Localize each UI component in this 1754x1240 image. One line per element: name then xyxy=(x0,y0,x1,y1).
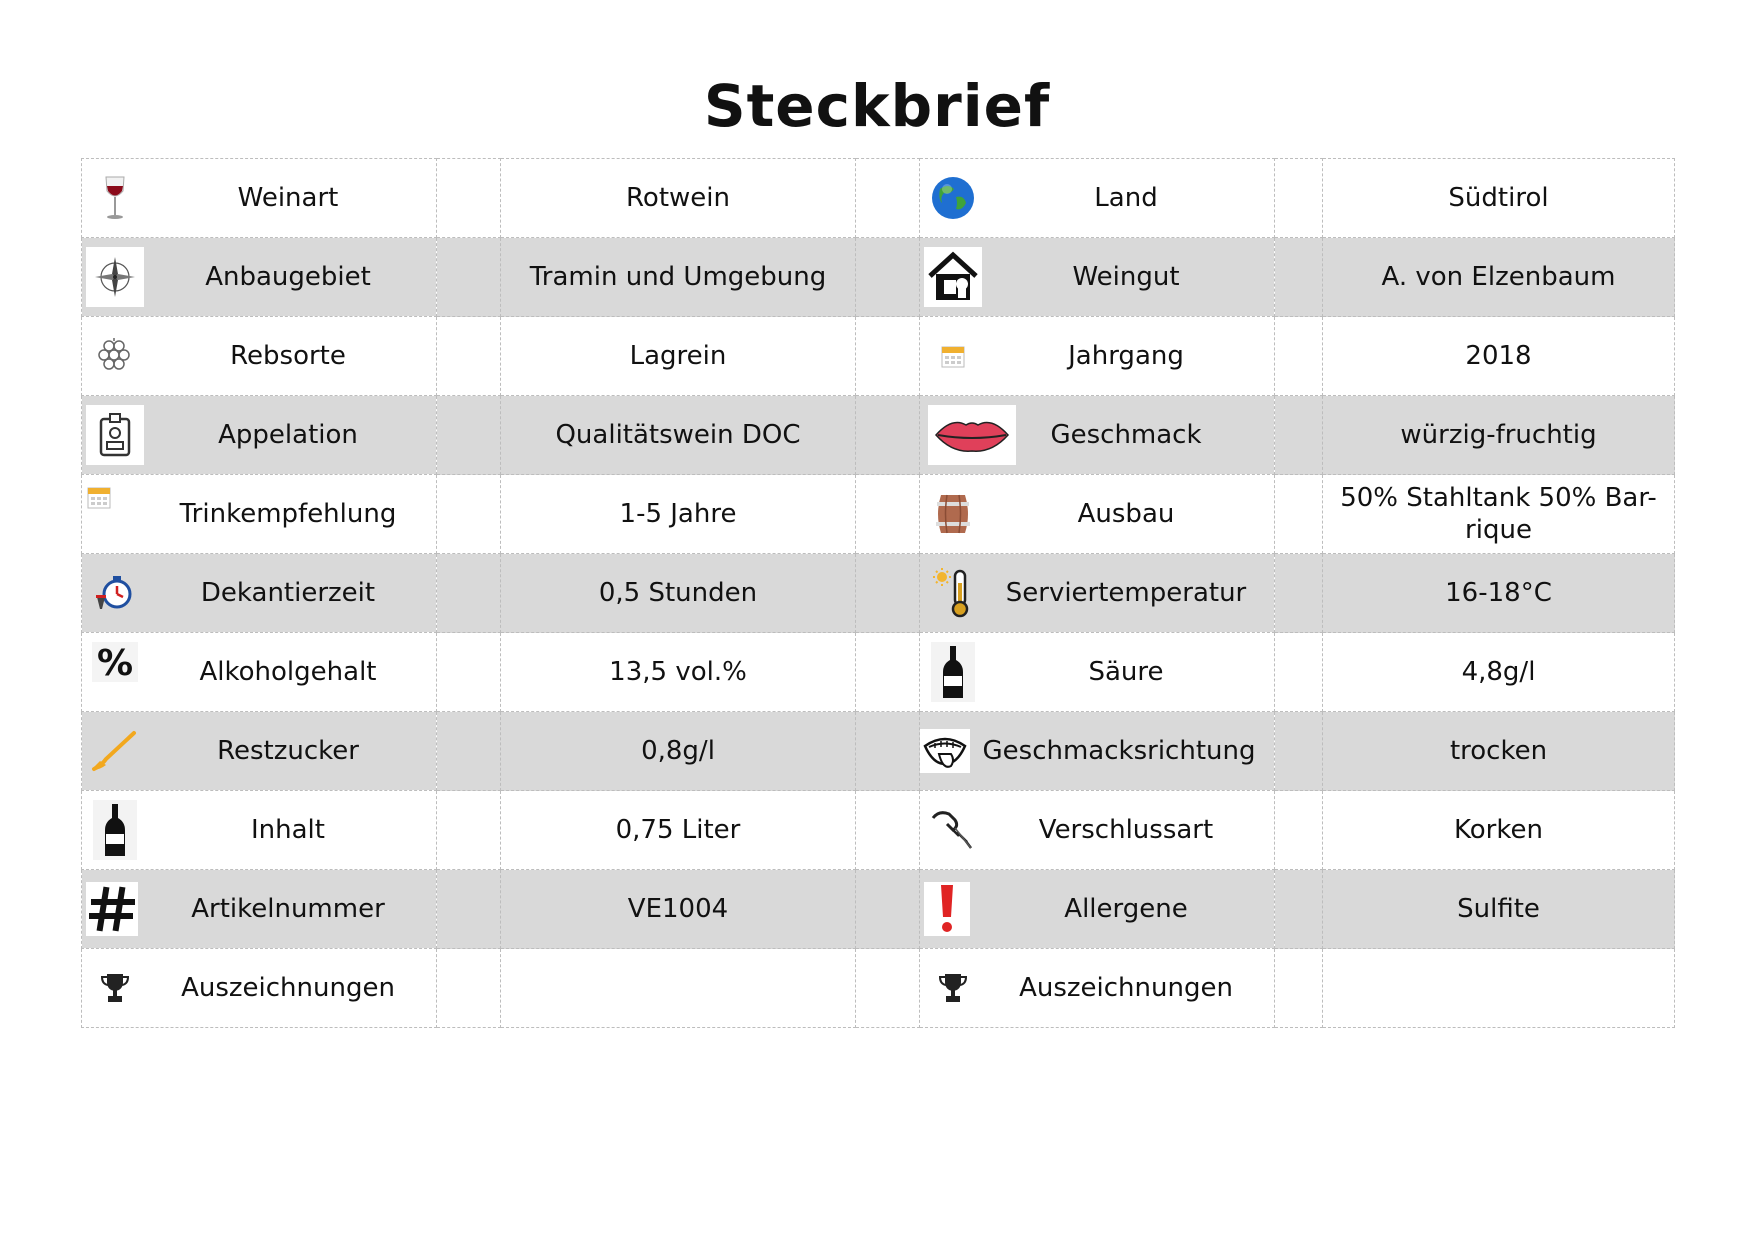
value-trinkempfehlung: 1-5 Jahre xyxy=(501,475,856,554)
lips-icon xyxy=(928,405,1016,465)
label-geschmacksrichtung: Geschmacksrichtung xyxy=(982,735,1256,766)
label-cell xyxy=(920,238,1275,317)
table-row xyxy=(82,633,1675,712)
spacer-cell xyxy=(1275,791,1323,870)
exclamation-icon xyxy=(924,882,970,936)
value-geschmack: würzig-fruchtig xyxy=(1323,396,1675,475)
value-auszeichnungen-left xyxy=(501,949,856,1028)
value-weinart: Rotwein xyxy=(501,159,856,238)
label-cell xyxy=(82,870,437,949)
hash-icon xyxy=(86,882,138,936)
spacer-cell xyxy=(856,396,920,475)
label-land: Land xyxy=(1094,182,1158,213)
spacer-cell xyxy=(437,870,501,949)
value-rebsorte: Lagrein xyxy=(501,317,856,396)
label-cell xyxy=(920,554,1275,633)
house-icon xyxy=(924,247,982,307)
spacer-cell xyxy=(856,159,920,238)
spacer-cell xyxy=(1275,712,1323,791)
spacer-cell xyxy=(856,317,920,396)
label-cell xyxy=(920,791,1275,870)
svg-text:%: % xyxy=(96,643,134,682)
spacer-cell xyxy=(856,949,920,1028)
table-row xyxy=(82,791,1675,870)
spacer-cell xyxy=(437,791,501,870)
trophy-icon xyxy=(86,958,144,1018)
label-cell xyxy=(82,475,437,554)
label-jahrgang: Jahrgang xyxy=(1068,340,1184,371)
label-cell xyxy=(920,949,1275,1028)
value-weingut: A. von Elzenbaum xyxy=(1323,238,1675,317)
spacer-cell xyxy=(437,317,501,396)
spacer-cell xyxy=(437,554,501,633)
label-auszeichnungen-right: Auszeichnungen xyxy=(1019,972,1233,1003)
label-anbaugebiet: Anbaugebiet xyxy=(205,261,371,292)
wine-glass-icon xyxy=(86,168,144,228)
label-appelation: Appelation xyxy=(218,419,358,450)
value-saeure: 4,8g/l xyxy=(1323,633,1675,712)
table-row xyxy=(82,712,1675,791)
timer-icon xyxy=(86,563,144,623)
label-cell xyxy=(82,238,437,317)
spacer-cell xyxy=(1275,396,1323,475)
label-allergene: Allergene xyxy=(1064,893,1188,924)
spacer-cell xyxy=(1275,633,1323,712)
spacer-cell xyxy=(856,712,920,791)
spacer-cell xyxy=(437,712,501,791)
barrel-icon xyxy=(924,484,982,544)
thermometer-icon xyxy=(930,563,976,623)
label-cell xyxy=(920,870,1275,949)
label-geschmack: Geschmack xyxy=(1050,419,1202,450)
bottle-icon xyxy=(86,800,144,860)
label-cell xyxy=(920,317,1275,396)
spacer-cell xyxy=(1275,238,1323,317)
spacer-cell xyxy=(856,633,920,712)
wine-profile-table xyxy=(81,158,1675,1028)
calendar-icon xyxy=(86,484,144,544)
bottle-icon xyxy=(924,642,982,702)
spacer-cell xyxy=(856,870,920,949)
label-cell xyxy=(920,396,1275,475)
sugar-icon xyxy=(86,721,144,781)
spacer-cell xyxy=(856,475,920,554)
label-cell xyxy=(82,633,437,712)
label-cell xyxy=(82,396,437,475)
label-verschlussart: Verschlussart xyxy=(1038,814,1214,845)
label-saeure: Säure xyxy=(1088,656,1164,687)
trophy-icon xyxy=(924,958,982,1018)
value-verschlussart: Korken xyxy=(1323,791,1675,870)
value-artikelnummer: VE1004 xyxy=(501,870,856,949)
spacer-cell xyxy=(437,475,501,554)
compass-icon xyxy=(86,247,144,307)
label-cell xyxy=(82,791,437,870)
percent-icon xyxy=(86,642,144,702)
value-inhalt: 0,75 Liter xyxy=(501,791,856,870)
spacer-cell xyxy=(1275,317,1323,396)
table-row xyxy=(82,238,1675,317)
corkscrew-icon xyxy=(924,800,982,860)
globe-icon xyxy=(924,168,982,228)
label-ausbau: Ausbau xyxy=(1077,498,1175,529)
label-rebsorte: Rebsorte xyxy=(230,340,346,371)
value-anbaugebiet: Tramin und Umgebung xyxy=(501,238,856,317)
calendar-icon xyxy=(924,326,982,386)
label-cell xyxy=(82,949,437,1028)
spacer-cell xyxy=(437,633,501,712)
value-alkoholgehalt: 13,5 vol.% xyxy=(501,633,856,712)
certificate-icon xyxy=(86,405,144,465)
spacer-cell xyxy=(1275,949,1323,1028)
label-serviertemperatur: Serviertemperatur xyxy=(1005,577,1247,608)
label-cell xyxy=(920,159,1275,238)
spacer-cell xyxy=(1275,554,1323,633)
label-cell xyxy=(82,712,437,791)
spacer-cell xyxy=(1275,159,1323,238)
value-geschmacksrichtung: trocken xyxy=(1323,712,1675,791)
label-inhalt: Inhalt xyxy=(251,814,325,845)
page-title: Steckbrief xyxy=(703,72,1051,140)
spacer-cell xyxy=(437,949,501,1028)
value-land: Südtirol xyxy=(1323,159,1675,238)
label-cell xyxy=(920,712,1275,791)
value-auszeichnungen-right xyxy=(1323,949,1675,1028)
table-row xyxy=(82,317,1675,396)
grapes-icon xyxy=(86,326,144,386)
label-cell xyxy=(920,633,1275,712)
spacer-cell xyxy=(856,554,920,633)
value-appelation: Qualitätswein DOC xyxy=(501,396,856,475)
label-auszeichnungen-left: Auszeichnungen xyxy=(181,972,395,1003)
value-allergene: Sulfite xyxy=(1323,870,1675,949)
value-dekantierzeit: 0,5 Stunden xyxy=(501,554,856,633)
spacer-cell xyxy=(856,791,920,870)
table-row xyxy=(82,554,1675,633)
label-weingut: Weingut xyxy=(1072,261,1180,292)
value-restzucker: 0,8g/l xyxy=(501,712,856,791)
spacer-cell xyxy=(1275,475,1323,554)
label-artikelnummer: Artikelnummer xyxy=(191,893,385,924)
table-row xyxy=(82,396,1675,475)
value-ausbau: 50% Stahltank 50% Bar-rique xyxy=(1323,475,1675,554)
label-cell xyxy=(920,475,1275,554)
table-row xyxy=(82,159,1675,238)
label-cell xyxy=(82,554,437,633)
label-restzucker: Restzucker xyxy=(217,735,359,766)
table-row xyxy=(82,949,1675,1028)
label-weinart: Weinart xyxy=(237,182,339,213)
spacer-cell xyxy=(437,159,501,238)
spacer-cell xyxy=(1275,870,1323,949)
label-trinkempfehlung: Trinkempfehlung xyxy=(179,498,397,529)
value-jahrgang: 2018 xyxy=(1323,317,1675,396)
label-cell xyxy=(82,159,437,238)
spacer-cell xyxy=(437,238,501,317)
label-cell xyxy=(82,317,437,396)
tongue-icon xyxy=(920,729,970,773)
label-alkoholgehalt: Alkoholgehalt xyxy=(199,656,377,687)
label-dekantierzeit: Dekantierzeit xyxy=(200,577,376,608)
table-row xyxy=(82,870,1675,949)
spacer-cell xyxy=(437,396,501,475)
spacer-cell xyxy=(856,238,920,317)
table-row xyxy=(82,475,1675,554)
value-serviertemperatur: 16-18°C xyxy=(1323,554,1675,633)
